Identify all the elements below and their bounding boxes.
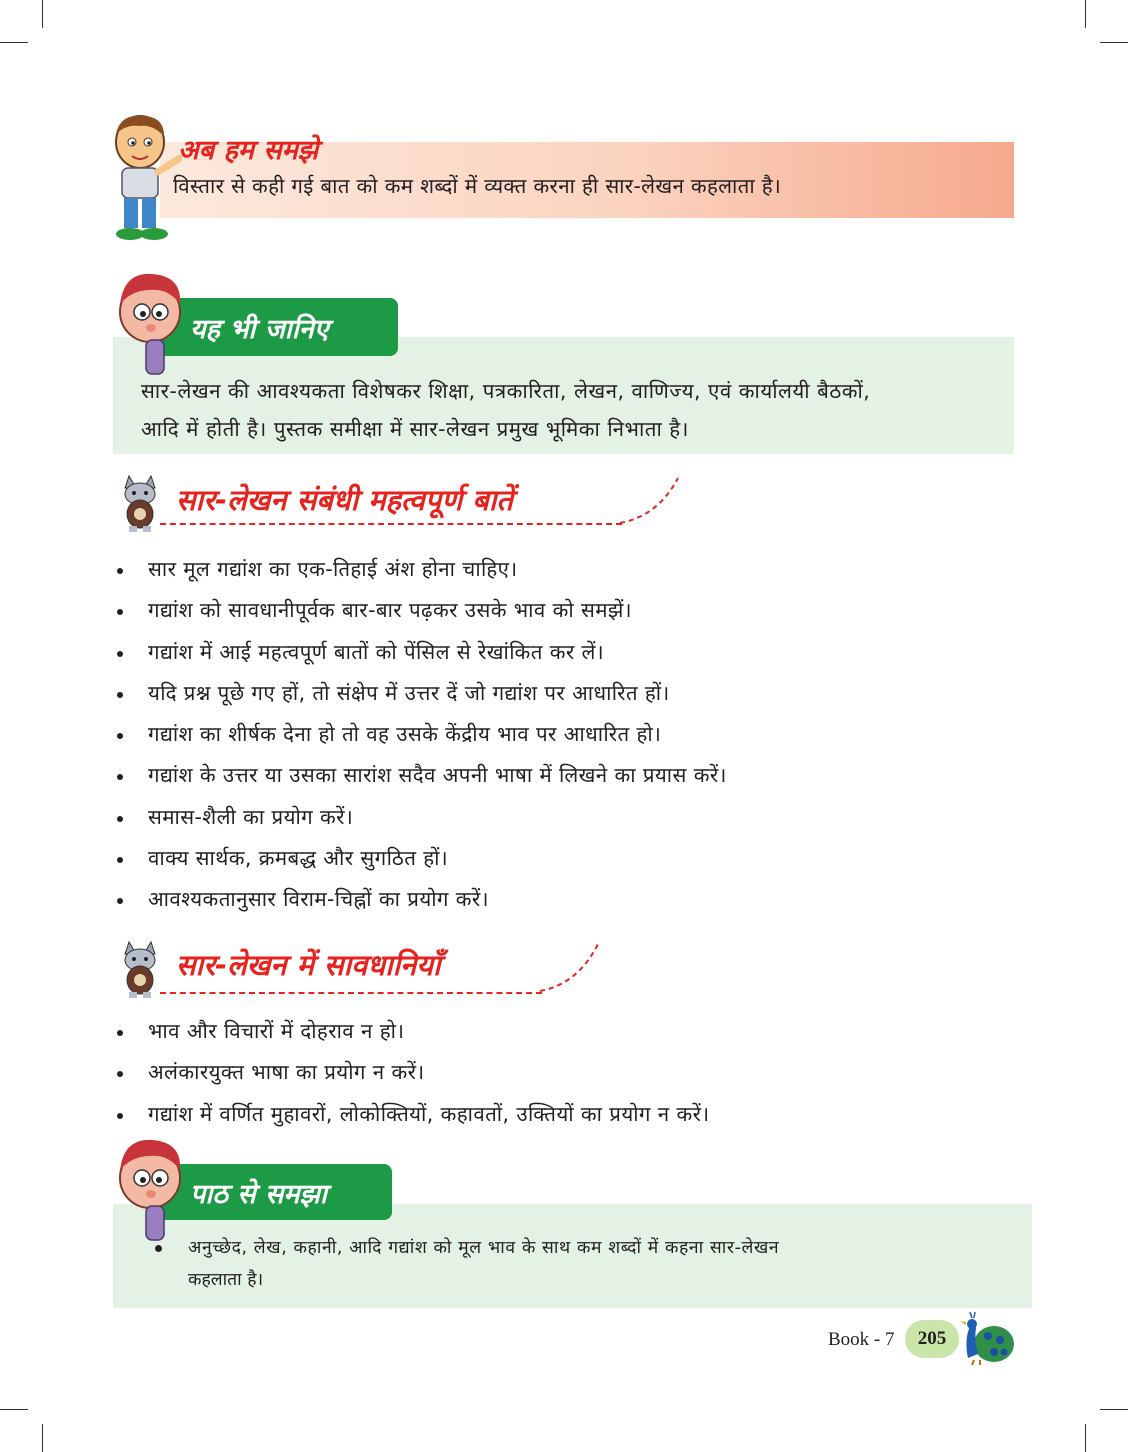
crop-mark — [1085, 0, 1086, 28]
know-paragraph — [141, 372, 1011, 448]
dashed-underline-end — [618, 476, 680, 526]
list-item: गद्यांश में वर्णित मुहावरों, लोकोक्तियों, कहावतों, उक्तियों का प्रयोग न करें। — [112, 1094, 710, 1135]
list-item: अलंकारयुक्त भाषा का प्रयोग न करें। — [112, 1052, 710, 1093]
section-title-know: यह भी जानिए — [160, 298, 398, 356]
section-title-understand: अब हम समझे — [178, 135, 319, 166]
lesson-line: अनुच्छेद, लेख, कहानी, आदि गद्यांश को मूल भाव के साथ कम शब्दों में कहना सार-लेखन — [188, 1238, 780, 1258]
list-item: गद्यांश का शीर्षक देना हो तो वह उसके केंद्रीय भाव पर आधारित हो। — [112, 714, 727, 755]
cat-mascot-icon — [117, 940, 163, 1000]
page-number: 205 — [905, 1320, 959, 1358]
list-item: सार मूल गद्यांश का एक-तिहाई अंश होना चाहिए। — [112, 549, 727, 590]
dashed-underline — [160, 523, 622, 525]
list-item: गद्यांश के उत्तर या उसका सारांश सदैव अपनी भाषा में लिखने का प्रयास करें। — [112, 755, 727, 796]
dashed-underline — [160, 992, 542, 994]
list-item: यदि प्रश्न पूछे गए हों, तो संक्षेप में उत्तर दें जो गद्यांश पर आधारित हों। — [112, 673, 727, 714]
crop-mark — [0, 1409, 28, 1410]
points-list — [112, 549, 727, 921]
lesson-paragraph — [188, 1232, 1018, 1296]
crop-mark — [0, 42, 28, 43]
boy-mascot-icon — [100, 112, 182, 244]
section-title-lesson: पाठ से समझा — [160, 1164, 392, 1220]
lesson-bullet-dot — [155, 1245, 162, 1252]
peacock-icon — [954, 1310, 1016, 1366]
crop-mark — [1085, 1424, 1086, 1452]
list-item: वाक्य सार्थक, क्रमबद्ध और सुगठित हों। — [112, 838, 727, 879]
book-label: Book - 7 — [828, 1329, 895, 1350]
list-item: भाव और विचारों में दोहराव न हो। — [112, 1011, 710, 1052]
know-line: सार-लेखन की आवश्यकता विशेषकर शिक्षा, पत्रकारिता, लेखन, वाणिज्य, एवं कार्यालयी बैठकों, — [141, 379, 871, 403]
section-title-cautions: सार-लेखन में सावधानियाँ — [176, 948, 441, 982]
list-item: गद्यांश को सावधानीपूर्वक बार-बार पढ़कर उसके भाव को समझें। — [112, 590, 727, 631]
cat-mascot-icon — [117, 474, 163, 534]
lesson-line: कहलाता है। — [188, 1270, 264, 1290]
boy-peeking-icon — [112, 1134, 190, 1244]
crop-mark — [1100, 42, 1128, 43]
section-title-points: सार-लेखन संबंधी महत्वपूर्ण बातें — [176, 483, 513, 517]
crop-mark — [1100, 1409, 1128, 1410]
crop-mark — [42, 0, 43, 28]
summary-definition-text: विस्तार से कही गई बात को कम शब्दों में व्यक्त करना ही सार-लेखन कहलाता है। — [173, 174, 782, 198]
dashed-underline-end — [538, 942, 600, 994]
list-item: आवश्यकतानुसार विराम-चिह्नों का प्रयोग करें। — [112, 879, 727, 920]
list-item: समास-शैली का प्रयोग करें। — [112, 797, 727, 838]
list-item: गद्यांश में आई महत्वपूर्ण बातों को पेंसिल से रेखांकित कर लें। — [112, 632, 727, 673]
boy-peeking-icon — [112, 268, 190, 378]
crop-mark — [42, 1424, 43, 1452]
know-line: आदि में होती है। पुस्तक समीक्षा में सार-लेखन प्रमुख भूमिका निभाता है। — [141, 417, 689, 441]
cautions-list — [112, 1011, 710, 1135]
